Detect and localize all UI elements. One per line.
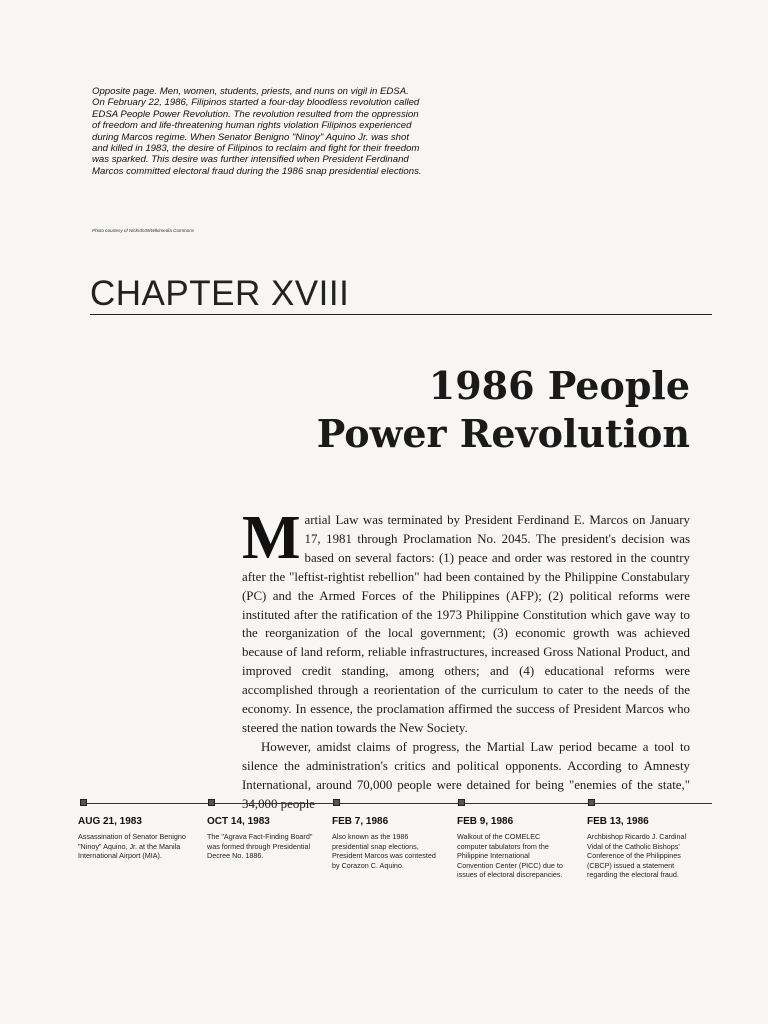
paragraph-1-text: artial Law was terminated by President Ferdinand E. Marcos on January 17, 1981 through Proclamation No. 2045. The president's decision was based on several factors: (1) peace and order was restored in the country after the "leftist-rightist rebellion" had been contained by the Philippine Constabulary (PC) and the Armed Forces of the Philippines (AFP); (2) political reforms were instituted after the ratification of the 1973 Philippine Constitution which gave way to the reorganization of the local government; (3) economic growth was achieved because of land reform, reliable infrastructures, increased Gross National Product, and improved credit standing, among others; and (4) educational reforms were accomplished through a reorientation of the curriculum to cater to the needs of the economy. In essence, the proclamation affirmed the success of President Marcos who steered the nation towards the New Society. bbox=[242, 513, 690, 735]
timeline-event bbox=[457, 816, 567, 880]
timeline-marker bbox=[80, 799, 87, 806]
timeline-marker bbox=[588, 799, 595, 806]
chapter-title bbox=[317, 362, 690, 458]
timeline-description: Walkout of the COMELEC computer tabulators from the Philippine International Convention Center (PICC) due to issues of electoral discrepancies. bbox=[457, 832, 563, 880]
paragraph-1 bbox=[242, 504, 690, 738]
timeline-marker bbox=[333, 799, 340, 806]
timeline-date: FEB 7, 1986 bbox=[332, 816, 389, 827]
timeline-description: Assassination of Senator Benigno "Ninoy" Aquino, Jr. at the Manila International Airport (MIA). bbox=[78, 832, 186, 861]
timeline-event bbox=[587, 816, 697, 880]
paragraph-2: However, amidst claims of progress, the Martial Law period became a tool to silence the administration's critics and political opponents. According to Amnesty International, around 70,000 people were detained for being "enemies of the state," 34,000 people bbox=[242, 739, 690, 811]
chapter-title-line-1: 1986 People bbox=[428, 363, 690, 408]
timeline-event bbox=[332, 816, 442, 870]
timeline-date: AUG 21, 1983 bbox=[78, 816, 142, 827]
timeline-event bbox=[207, 816, 317, 861]
chapter-rule bbox=[90, 314, 712, 315]
timeline-line bbox=[80, 803, 712, 804]
timeline-event bbox=[78, 816, 188, 861]
timeline-description: Also known as the 1986 presidential snap elections, President Marcos was contested by Corazon C. Aquino. bbox=[332, 832, 436, 870]
timeline-date: FEB 13, 1986 bbox=[587, 816, 649, 827]
timeline-description: Archbishop Ricardo J. Cardinal Vidal of the Catholic Bishops' Conference of the Philippines (CBCP) issued a statement regarding the electoral fraud. bbox=[587, 832, 687, 880]
timeline-date: OCT 14, 1983 bbox=[207, 816, 270, 827]
chapter-label: CHAPTER XVIII bbox=[90, 274, 350, 313]
photo-caption: Opposite page. Men, women, students, priests, and nuns on vigil in EDSA. On February 22, 1986, Filipinos started a four-day bloodless revolution called EDSA People Power Revolution. The revolution resulted from the oppression of freedom and life-threatening human rights violation Filipinos experienced during Marcos regime. When Senator Benigno "Ninoy" Aquino Jr. was shot and killed in 1983, the desire of Filipinos to reclaim and fight for their freedom was sparked. This desire was further intensified when President Ferdinand Marcos committed electoral fraud during the 1986 snap presidential elections. bbox=[92, 86, 422, 177]
timeline-marker bbox=[208, 799, 215, 806]
timeline-marker bbox=[458, 799, 465, 806]
body-text bbox=[242, 504, 690, 814]
timeline-description: The "Agrava Fact-Finding Board" was formed through Presidential Decree No. 1886. bbox=[207, 832, 313, 861]
timeline-date: FEB 9, 1986 bbox=[457, 816, 514, 827]
chapter-title-line-2: Power Revolution bbox=[316, 411, 690, 456]
drop-cap: M bbox=[242, 504, 301, 572]
photo-credit: Photo courtesy of Nickrds09/Wikimedia Commons bbox=[92, 228, 195, 233]
